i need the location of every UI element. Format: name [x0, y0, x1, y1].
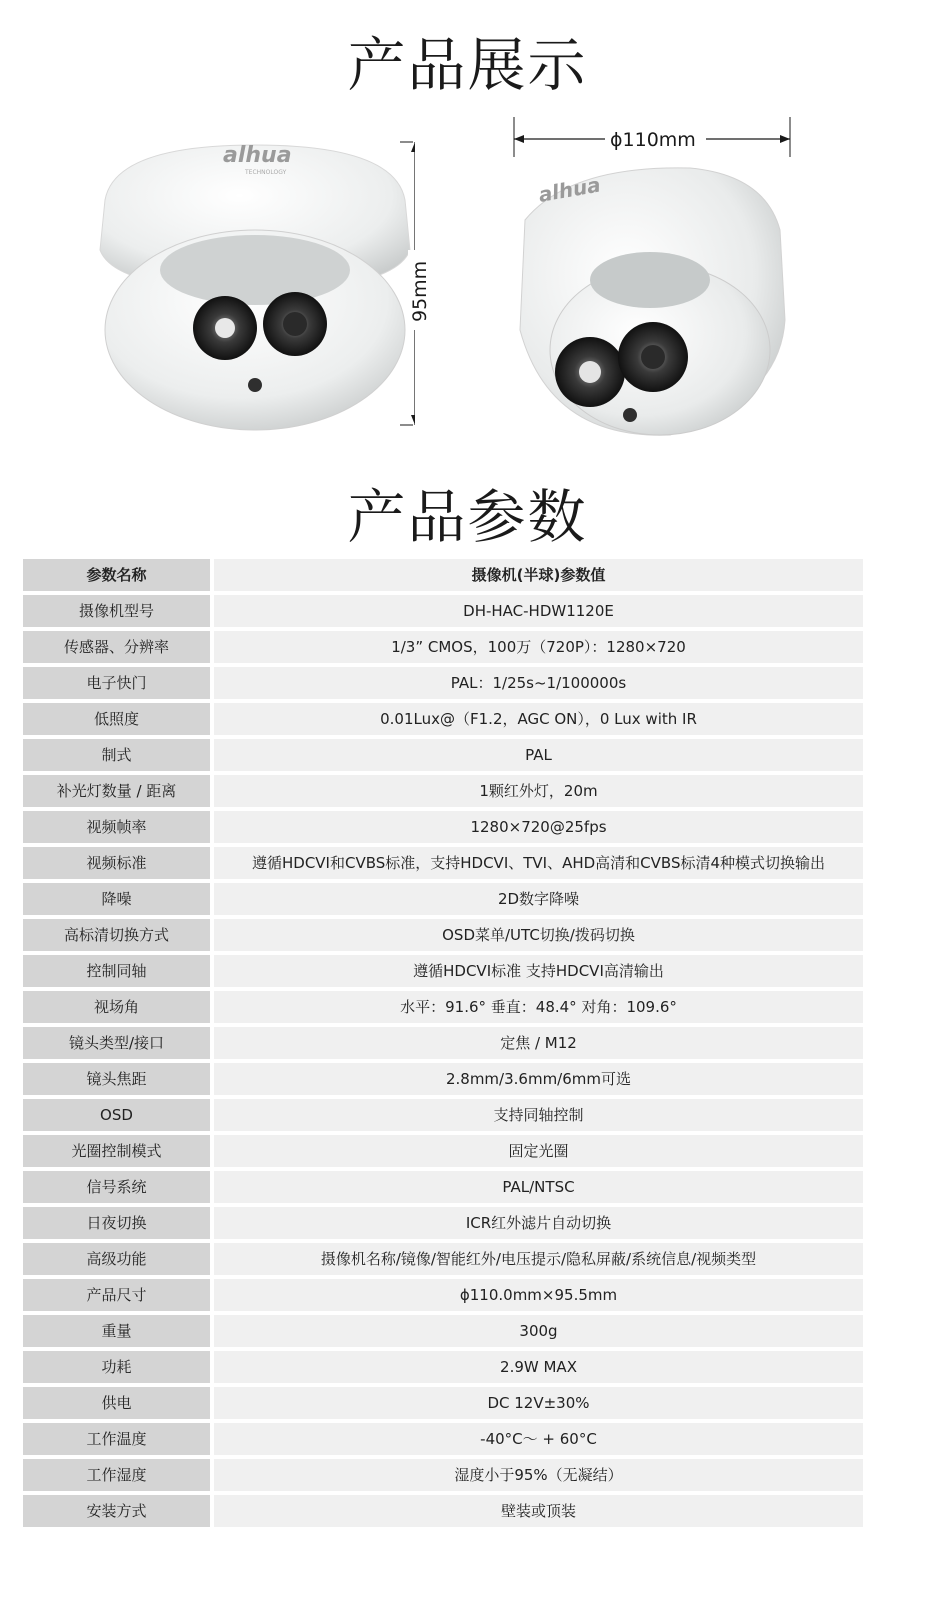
- spec-value: 支持同轴控制: [214, 1099, 863, 1131]
- brand-logo-front: alhua: [223, 143, 292, 168]
- spec-table-row: [23, 1207, 863, 1239]
- spec-key: 高级功能: [23, 1243, 210, 1275]
- spec-value: 水平：91.6° 垂直：48.4° 对角：109.6°: [214, 991, 863, 1023]
- brand-sub-front: TECHNOLOGY: [245, 169, 287, 176]
- spec-key: 日夜切换: [23, 1207, 210, 1239]
- spec-key: 降噪: [23, 883, 210, 915]
- spec-table-row: [23, 739, 863, 771]
- spec-table-row: [23, 883, 863, 915]
- spec-key: 镜头焦距: [23, 1063, 210, 1095]
- spec-table-row: [23, 919, 863, 951]
- diameter-dimension-label: ɸ110mm: [610, 129, 696, 151]
- spec-value: 湿度小于95%（无凝结）: [214, 1459, 863, 1491]
- spec-value: 2.9W MAX: [214, 1351, 863, 1383]
- spec-table-row: [23, 1387, 863, 1419]
- spec-table-row: [23, 595, 863, 627]
- spec-table-row: [23, 1423, 863, 1455]
- spec-table-row: [23, 811, 863, 843]
- spec-header-value: 摄像机(半球)参数值: [214, 559, 863, 591]
- spec-key: 镜头类型/接口: [23, 1027, 210, 1059]
- spec-value: DH-HAC-HDW1120E: [214, 595, 863, 627]
- display-section-title: 产品展示: [347, 31, 588, 99]
- spec-table-row: [23, 1099, 863, 1131]
- spec-key: 光圈控制模式: [23, 1135, 210, 1167]
- spec-table-row: [23, 991, 863, 1023]
- spec-table-row: [23, 667, 863, 699]
- spec-key: 工作湿度: [23, 1459, 210, 1491]
- spec-key: 信号系统: [23, 1171, 210, 1203]
- camera-front-photo: [95, 140, 415, 440]
- spec-key: 传感器、分辨率: [23, 631, 210, 663]
- spec-value: 1/3” CMOS，100万（720P）：1280×720: [214, 631, 863, 663]
- spec-value: PAL：1/25s~1/100000s: [214, 667, 863, 699]
- brand-logo-angled: alhua: [536, 172, 603, 207]
- spec-table-row: [23, 1171, 863, 1203]
- spec-table-row: [23, 955, 863, 987]
- spec-key: 制式: [23, 739, 210, 771]
- spec-value: 固定光圈: [214, 1135, 863, 1167]
- spec-value: DC 12V±30%: [214, 1387, 863, 1419]
- spec-key: 控制同轴: [23, 955, 210, 987]
- spec-key: 高标清切换方式: [23, 919, 210, 951]
- spec-key: 电子快门: [23, 667, 210, 699]
- spec-table-row: [23, 1027, 863, 1059]
- spec-table-row: [23, 1351, 863, 1383]
- diameter-dimension: [510, 115, 795, 160]
- spec-key: 工作温度: [23, 1423, 210, 1455]
- spec-header-key: 参数名称: [23, 559, 210, 591]
- spec-table: [23, 555, 863, 1531]
- spec-key: 功耗: [23, 1351, 210, 1383]
- spec-key: 安装方式: [23, 1495, 210, 1527]
- spec-table-row: [23, 703, 863, 735]
- spec-value: 壁装或顶装: [214, 1495, 863, 1527]
- spec-value: 2.8mm/3.6mm/6mm可选: [214, 1063, 863, 1095]
- params-section-title: 产品参数: [347, 483, 588, 551]
- spec-table-row: [23, 1315, 863, 1347]
- spec-table-row: [23, 631, 863, 663]
- spec-value: ɸ110.0mm×95.5mm: [214, 1279, 863, 1311]
- spec-key: OSD: [23, 1099, 210, 1131]
- spec-table-row: [23, 1279, 863, 1311]
- spec-value: 0.01Lux@（F1.2，AGC ON），0 Lux with IR: [214, 703, 863, 735]
- spec-value: 300g: [214, 1315, 863, 1347]
- spec-table-row: [23, 847, 863, 879]
- spec-value: 遵循HDCVI标准 支持HDCVI高清输出: [214, 955, 863, 987]
- spec-value: 2D数字降噪: [214, 883, 863, 915]
- spec-key: 视场角: [23, 991, 210, 1023]
- spec-value: 遵循HDCVI和CVBS标准，支持HDCVI、TVI、AHD高清和CVBS标清4种模式切换输出: [214, 847, 863, 879]
- spec-table-row: [23, 1459, 863, 1491]
- spec-value: PAL: [214, 739, 863, 771]
- spec-value: 定焦 / M12: [214, 1027, 863, 1059]
- spec-table-row: [23, 1495, 863, 1527]
- svg-text:95mm: 95mm: [409, 260, 431, 322]
- spec-table-header: [23, 559, 863, 591]
- spec-table-row: [23, 1243, 863, 1275]
- spec-table-row: [23, 1063, 863, 1095]
- spec-key: 视频帧率: [23, 811, 210, 843]
- spec-key: 摄像机型号: [23, 595, 210, 627]
- spec-value: -40°C～ + 60°C: [214, 1423, 863, 1455]
- spec-key: 低照度: [23, 703, 210, 735]
- spec-value: ICR红外滤片自动切换: [214, 1207, 863, 1239]
- spec-key: 重量: [23, 1315, 210, 1347]
- spec-value: 1280×720@25fps: [214, 811, 863, 843]
- spec-value: 1颗红外灯，20m: [214, 775, 863, 807]
- spec-key: 视频标准: [23, 847, 210, 879]
- spec-table-row: [23, 775, 863, 807]
- spec-value: 摄像机名称/镜像/智能红外/电压提示/隐私屏蔽/系统信息/视频类型: [214, 1243, 863, 1275]
- spec-value: OSD菜单/UTC切换/拨码切换: [214, 919, 863, 951]
- spec-table-row: [23, 1135, 863, 1167]
- camera-angled-photo: [510, 160, 790, 450]
- height-dimension-label: [398, 250, 438, 330]
- spec-key: 供电: [23, 1387, 210, 1419]
- spec-value: PAL/NTSC: [214, 1171, 863, 1203]
- spec-key: 产品尺寸: [23, 1279, 210, 1311]
- spec-key: 补光灯数量 / 距离: [23, 775, 210, 807]
